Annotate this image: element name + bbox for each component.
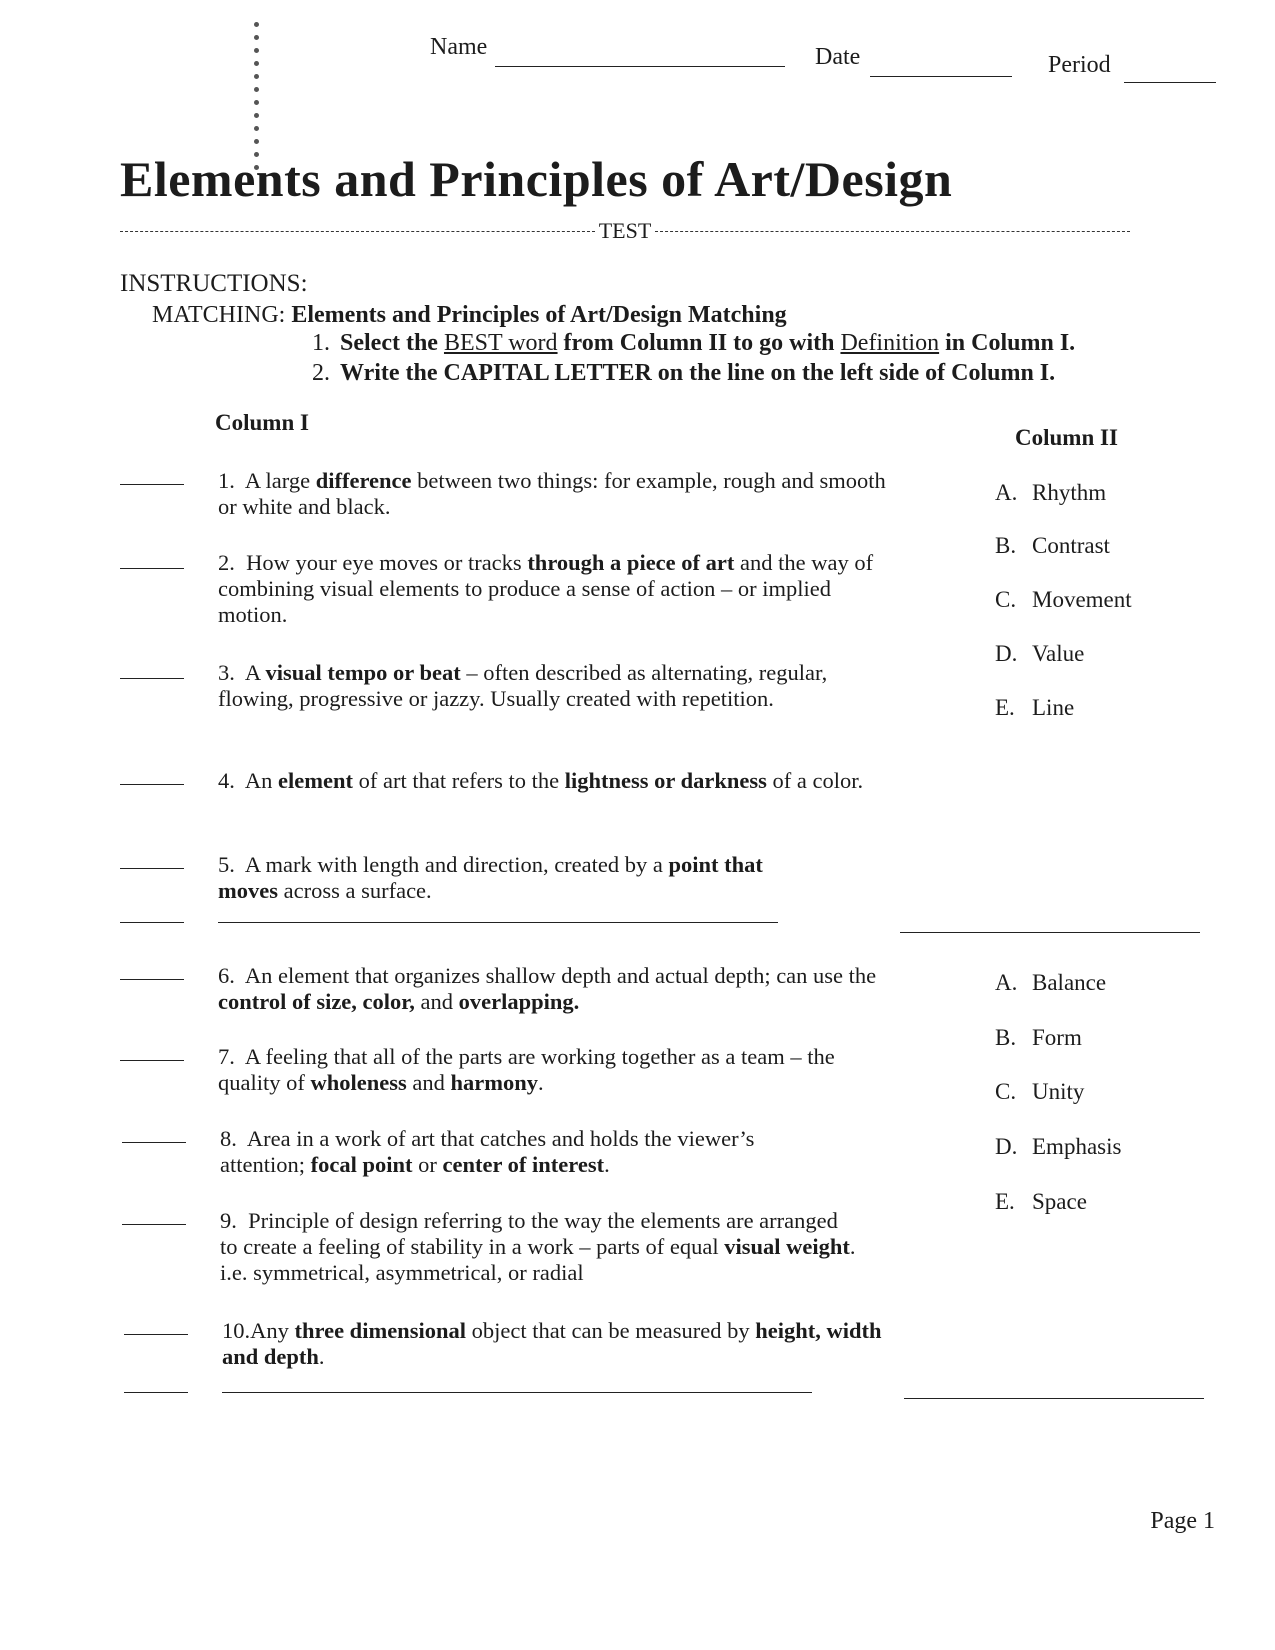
question-item: 3. A visual tempo or beat – often described as alternating, regular, flowing, progressive or jazzy. Usually created with repetition. (218, 660, 828, 711)
date-label: Date (815, 44, 861, 70)
matching-line (152, 302, 787, 329)
period-line[interactable] (1124, 82, 1216, 83)
question-item: 2. How your eye moves or tracks through a piece of art and the way of combining visual elements to produce a sense of action – or implied motion. (218, 550, 874, 627)
answer-blank[interactable] (120, 678, 184, 679)
matching-label: MATCHING: (152, 302, 286, 328)
page-number: Page 1 (1150, 1508, 1215, 1534)
question-item: 10.Any three dimensional object that can be measured by height, width and depth. (222, 1318, 882, 1369)
matching-text: Elements and Principles of Art/Design Matching (291, 302, 787, 328)
answer-blank[interactable] (120, 784, 184, 785)
question-item: 6. An element that organizes shallow depth and actual depth; can use the control of size, color, and overlapping. (218, 963, 877, 1014)
option-item: B. Contrast (995, 533, 1110, 558)
option-item: D. Emphasis (995, 1134, 1122, 1159)
answer-blank[interactable] (124, 1334, 188, 1335)
question-item: 4. An element of art that refers to the lightness or darkness of a color. (218, 768, 864, 793)
section-divider-line (900, 932, 1200, 933)
option-item: C. Unity (995, 1079, 1085, 1104)
option-item: E. Space (995, 1189, 1087, 1214)
question-item: 7. A feeling that all of the parts are working together as a team – the quality of wholeness and harmony. (218, 1044, 835, 1095)
answer-blank[interactable] (122, 1142, 186, 1143)
question-item: 1. A large difference between two things: for example, rough and smooth or white and black. (218, 468, 886, 519)
column-1-heading: Column I (215, 410, 309, 435)
question-item: 9. Principle of design referring to the way the elements are arranged to create a feeling of stability in a work – parts of equal visual weight. i.e. symmetrical, asymmetrical, or radial (220, 1208, 856, 1285)
option-item: E. Line (995, 695, 1075, 720)
instructions-heading: INSTRUCTIONS: (120, 270, 308, 297)
name-label: Name (430, 34, 488, 60)
option-item: C. Movement (995, 587, 1132, 612)
section-divider-line (904, 1398, 1204, 1399)
answer-blank[interactable] (120, 1060, 184, 1061)
answer-blank[interactable] (120, 568, 184, 569)
test-subtitle: TEST (598, 218, 652, 243)
column-2-heading: Column II (1015, 425, 1118, 450)
option-item: A. Rhythm (995, 480, 1107, 505)
answer-blank[interactable] (120, 868, 184, 869)
answer-blank[interactable] (120, 484, 184, 485)
answer-blank[interactable] (120, 979, 184, 980)
option-item: B. Form (995, 1025, 1082, 1050)
option-item: D. Value (995, 641, 1085, 666)
question-item: 8. Area in a work of art that catches and holds the viewer’s attention; focal point or center of interest. (220, 1126, 755, 1177)
section-divider-line (218, 922, 778, 923)
answer-blank[interactable] (124, 1392, 188, 1393)
instruction-step-1: 1. Select the BEST word from Column II to go with Definition in Column I. (312, 330, 1076, 356)
name-line[interactable] (495, 66, 785, 67)
page-title: Elements and Principles of Art/Design (120, 151, 953, 207)
option-item: A. Balance (995, 970, 1107, 995)
answer-blank[interactable] (120, 922, 184, 923)
test-rule (120, 218, 1130, 244)
instruction-step-2: 2. Write the CAPITAL LETTER on the line on the left side of Column I. (312, 360, 1056, 386)
answer-blank[interactable] (122, 1224, 186, 1225)
question-item: 5. A mark with length and direction, created by a point that moves across a surface. (218, 852, 763, 903)
period-label: Period (1048, 52, 1111, 78)
section-divider-line (222, 1392, 812, 1393)
date-line[interactable] (870, 76, 1012, 77)
